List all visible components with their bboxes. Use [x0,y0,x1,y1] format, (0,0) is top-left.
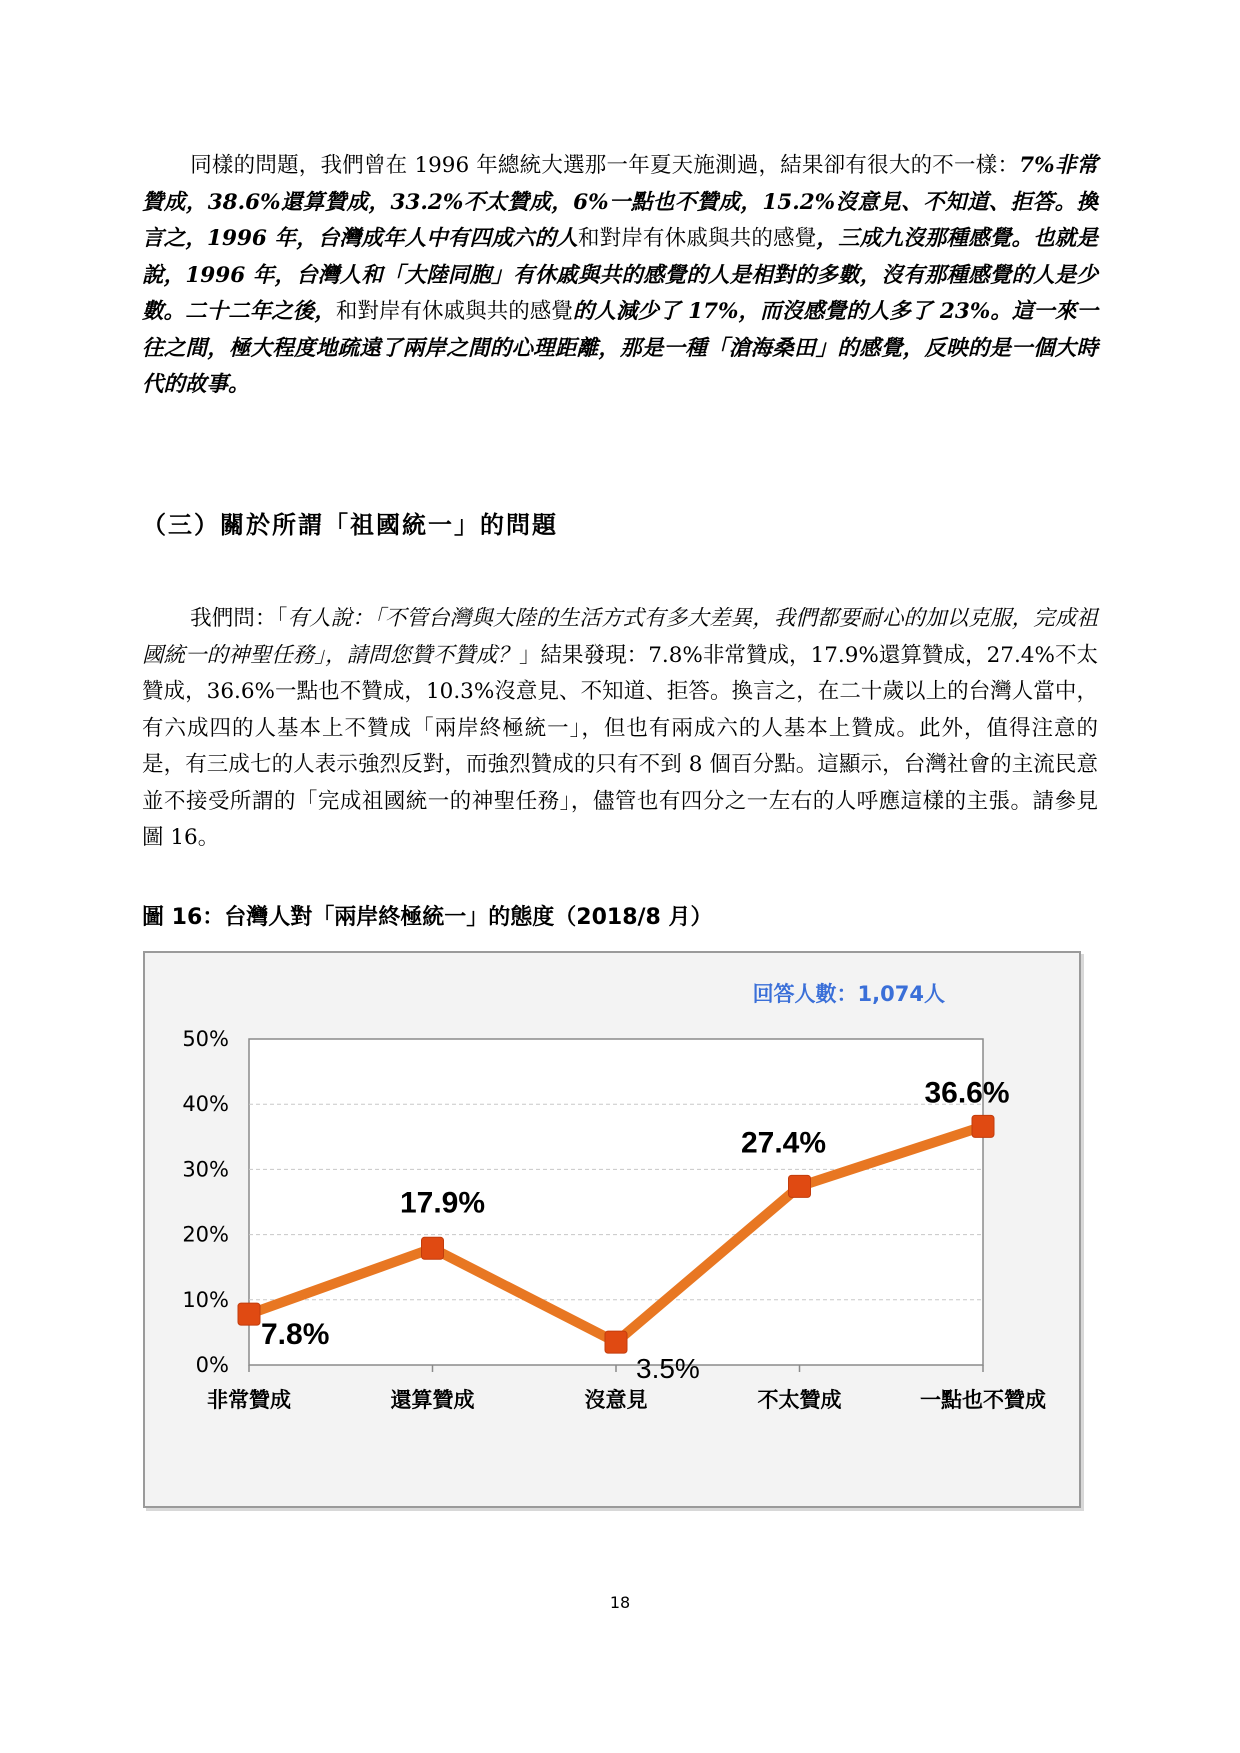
data-point-marker [789,1175,811,1197]
data-label: 7.8% [261,1318,330,1352]
line-chart [145,953,1079,1506]
paragraph-unification-question [142,601,1098,857]
data-point-marker [238,1303,260,1325]
data-label: 17.9% [399,1186,486,1220]
y-tick-label: 40% [182,1092,229,1117]
data-label: 27.4% [740,1126,827,1160]
y-tick-label: 50% [182,1027,229,1051]
figure-caption: 圖 16：台灣人對「兩岸終極統一」的態度（2018/8 月） [142,905,713,930]
y-tick-label: 30% [182,1157,229,1182]
section-heading: （三）關於所謂「祖國統一」的問題 [142,511,558,539]
y-tick-label: 10% [182,1287,229,1312]
paragraph2-sentence-1: 我們問：「 [190,606,288,631]
data-point-marker [972,1115,994,1137]
paragraph1-sentence-6: 的人減少了 17%，而沒感覺的人多了 23%。這一來一往之間，極大程度地疏遠了兩岸之間的心理距離，那是一種「滄海桑田」的感覺，反映的是一個大時代的故事。 [142,299,1098,397]
y-tick-label: 0% [195,1353,229,1377]
plot-area [249,1039,983,1365]
data-point-marker [605,1331,627,1353]
x-category-label: 不太贊成 [757,1388,842,1412]
data-label: 36.6% [924,1076,1010,1110]
paragraph1-sentence-4: ，三成九沒那種感覺。也就是說，1996 年，台灣人和「大陸同胞」有休戚與共的感覺的人是相對的多數，沒有那種感覺的人是少數。二十二年之後， [142,226,1098,324]
paragraph1-sentence-5: 和對岸有休戚與共的感覺 [335,299,573,324]
x-category-label: 還算贊成 [390,1388,475,1412]
paragraph1-sentence-1: 同樣的問題，我們曾在 1996 年總統大選那一年夏天施測過，結果卻有很大的不一樣： [190,153,1020,178]
x-category-label: 一點也不贊成 [920,1388,1046,1412]
x-category-label: 沒意見 [584,1388,648,1412]
paragraph1-sentence-3: 和對岸有休戚與共的感覺 [577,226,817,251]
chart-frame [143,951,1081,1508]
paragraph-1996-comparison [142,148,1098,404]
paragraph1-sentence-2: 7%非常贊成，38.6%還算贊成，33.2%不太贊成，6%一點也不贊成，15.2%沒意見、不知道、拒答。換言之，1996 年，台灣成年人中有四成六的人 [142,153,1098,251]
page-number: 18 [609,1593,631,1612]
data-label: 3.5% [636,1353,700,1385]
y-tick-label: 20% [182,1222,229,1247]
data-point-marker [422,1237,444,1259]
x-category-label: 非常贊成 [207,1388,291,1412]
paragraph2-sentence-3: 」結果發現：7.8%非常贊成，17.9%還算贊成，27.4%不太贊成，36.6%一點也不贊成，10.3%沒意見、不知道、拒答。換言之，在二十歲以上的台灣人當中，有六成四的人基本上不贊成「兩岸終極統一」，但也有兩成六的人基本上贊成。此外，值得注意的是，有三成七的人表示強烈反對，而強烈贊成的只有不到 8 個百分點。這顯示，台灣社會的主流民意並不接受所謂的「完成祖國統一的神聖任務」，儘管也有四分之一左右的人呼應這樣的主張。請參見圖 16。 [142,642,1098,850]
respondent-count-annotation: 回答人數：1,074人 [752,982,945,1006]
paragraph2-question-quote: 有人說：「不管台灣與大陸的生活方式有多大差異，我們都要耐心的加以克服，完成祖國統一的神聖任務」，請問您贊不贊成？ [142,606,1098,668]
